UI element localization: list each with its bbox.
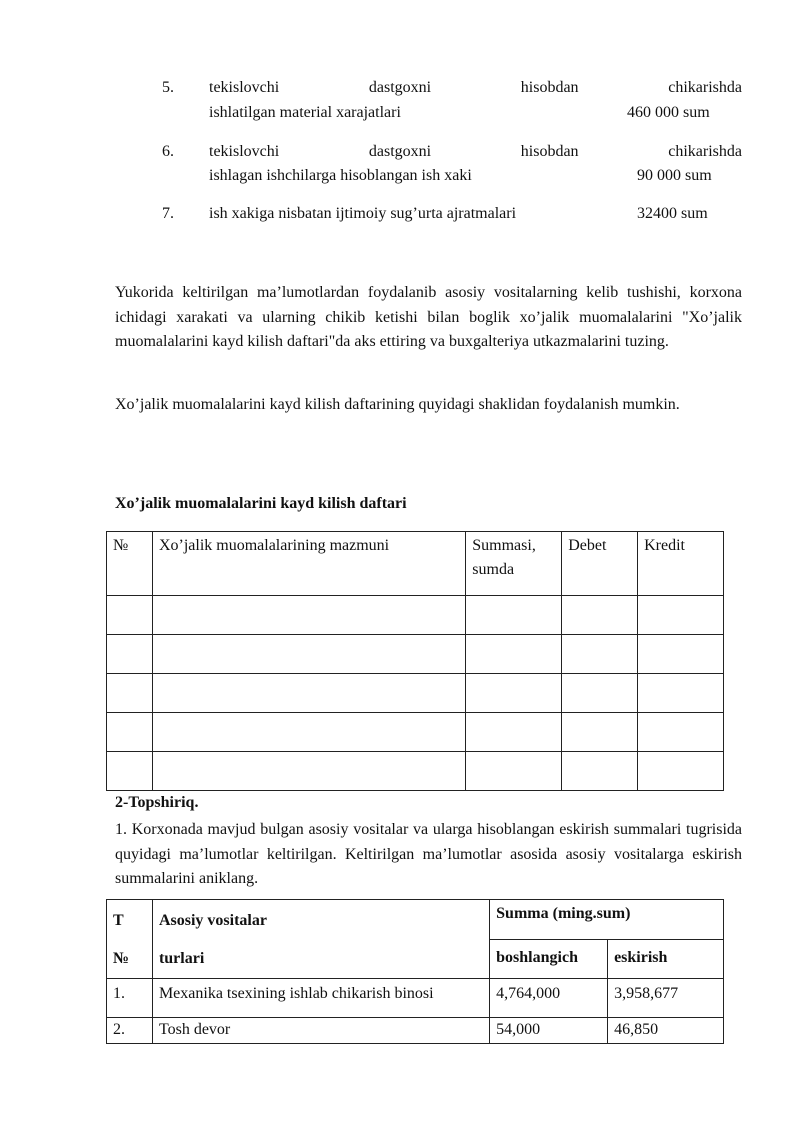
table-row (107, 635, 724, 674)
table-cell (562, 752, 638, 791)
list-number: 7. (162, 205, 174, 222)
table-cell (466, 596, 562, 635)
table-cell (107, 713, 153, 752)
table-cell (152, 752, 465, 791)
row-wear-value: 3,958,677 (608, 979, 724, 1018)
paragraph-instructions: Yukorida keltirilgan ma’lumotlardan foydalanib asosiy vositalarning kelib tushishi, korxona ichidagi xarakati va ularning chikib ketishi bilan boglik xo’jalik muomalalarini "Xo’jalik muomalalarini kayd kilish daftari"da aks ettiring va buxgalteriya utkazmalarini tuzing. (115, 284, 742, 350)
table-cell (107, 635, 153, 674)
table-row (107, 752, 724, 791)
table-row (107, 979, 724, 1018)
header-number: № (107, 532, 153, 596)
journal-table (106, 531, 724, 791)
table-cell (562, 713, 638, 752)
table-cell (562, 674, 638, 713)
table-cell (107, 752, 153, 791)
table-cell (152, 674, 465, 713)
table-cell (466, 674, 562, 713)
list-text: ish xakiga nisbatan ijtimoiy sug’urta ajratmalari (209, 205, 517, 222)
table-cell (638, 635, 724, 674)
header-initial: boshlangich (490, 939, 608, 979)
list-amount: 90 000 sum (637, 167, 712, 184)
table-row (107, 674, 724, 713)
table-cell (638, 596, 724, 635)
table-cell (107, 674, 153, 713)
table-cell (107, 596, 153, 635)
list-text: ishlatilgan material xarajatlari (209, 104, 401, 121)
row-initial-value: 54,000 (490, 1018, 608, 1044)
row-initial-value: 4,764,000 (490, 979, 608, 1018)
depreciation-table (106, 899, 724, 1044)
table-cell (466, 635, 562, 674)
list-number: 6. (162, 143, 174, 160)
row-asset-name: Tosh devor (152, 1018, 489, 1044)
table-cell (152, 635, 465, 674)
header-sum: Summa (ming.sum) (490, 900, 724, 940)
list-line: tekislovchi dastgoxni hisobdan chikarishda (209, 143, 742, 160)
row-wear-value: 46,850 (608, 1018, 724, 1044)
list-line: tekislovchi dastgoxni hisobdan chikarishda (209, 79, 742, 96)
list-text: ishlagan ishchilarga hisoblangan ish xaki (209, 167, 472, 184)
table-cell (466, 713, 562, 752)
table-cell (562, 635, 638, 674)
row-number: 1. (107, 979, 153, 1018)
header-content: Xo’jalik muomalalarining mazmuni (152, 532, 465, 596)
journal-title: Xo’jalik muomalalarini kayd kilish daftari (115, 495, 407, 512)
table-cell (152, 596, 465, 635)
header-asset-types: Asosiy vositalar turlari (152, 900, 489, 979)
header-sum: Summasi, sumda (466, 532, 562, 596)
table-cell (152, 713, 465, 752)
table-row (107, 596, 724, 635)
header-wear: eskirish (608, 939, 724, 979)
table-cell (638, 752, 724, 791)
row-number: 2. (107, 1018, 153, 1044)
list-amount: 32400 sum (637, 205, 708, 222)
journal-header-row (107, 532, 724, 596)
table-row (107, 713, 724, 752)
list-number: 5. (162, 79, 174, 96)
task-description: 1. Korxonada mavjud bulgan asosiy vositalar va ularga hisoblangan eskirish summalari tugrisida quyidagi ma’lumotlar keltirilgan. Keltirilgan ma’lumotlar asosida asosiy vositalarga eskirish summalarini aniklang. (115, 821, 742, 887)
table-cell (562, 596, 638, 635)
header-debit: Debet (562, 532, 638, 596)
table-row (107, 1018, 724, 1044)
table-cell (638, 713, 724, 752)
paragraph-form-note: Xo’jalik muomalalarini kayd kilish daftarining quyidagi shaklidan foydalanish mumkin. (115, 396, 680, 413)
task-heading: 2-Topshiriq. (115, 794, 199, 811)
row-asset-name: Mexanika tsexining ishlab chikarish binosi (152, 979, 489, 1018)
table-cell (638, 674, 724, 713)
header-credit: Kredit (638, 532, 724, 596)
table-header-row (107, 900, 724, 940)
header-t-number: T № (107, 900, 153, 979)
table-cell (466, 752, 562, 791)
list-amount: 460 000 sum (627, 104, 710, 121)
